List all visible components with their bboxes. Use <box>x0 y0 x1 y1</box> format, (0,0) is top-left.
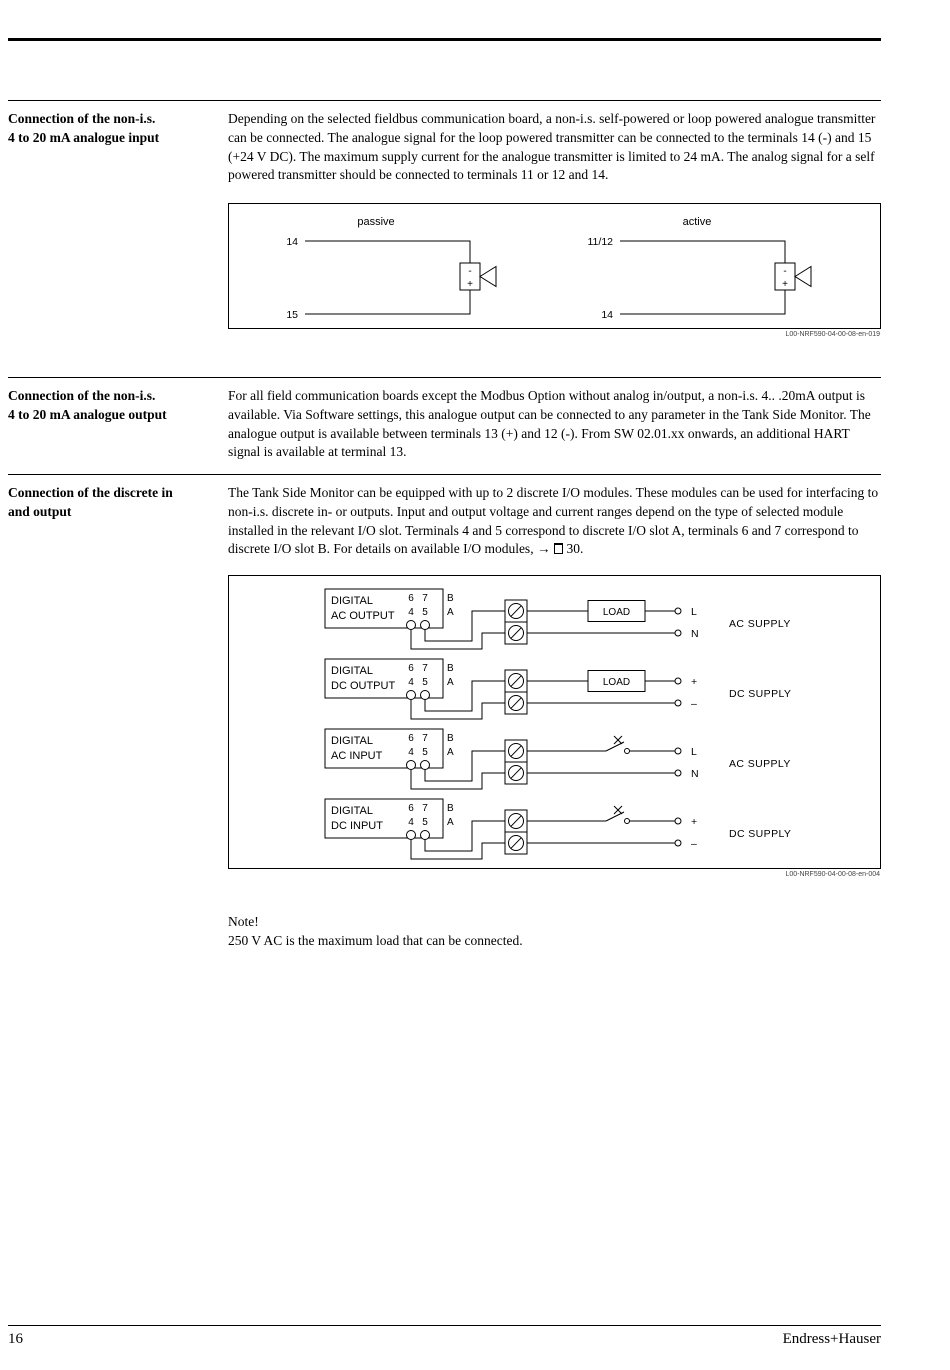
module-name: DIGITAL <box>331 805 373 817</box>
page-reference-icon <box>554 543 563 554</box>
digital-dc-input-row <box>325 799 791 859</box>
module-name: DIGITAL <box>331 595 373 607</box>
terminal-number: 5 <box>422 817 428 828</box>
load-label: LOAD <box>602 677 631 688</box>
terminal-number: 7 <box>422 593 428 604</box>
supply-pole: + <box>691 816 698 828</box>
terminal-number: 7 <box>422 663 428 674</box>
slot-label: A <box>447 817 454 828</box>
supply-name: AC SUPPLY <box>729 758 791 770</box>
module-terminal <box>421 621 430 630</box>
transmitter-minus: - <box>468 266 472 277</box>
transmitter-plus: + <box>782 279 788 290</box>
section-divider <box>8 474 881 475</box>
section2-body: For all field communication boards except the Modbus Option without analog in/output, a non-i.s. 4.. .20mA output is available. Via Software settings, this analogue output can be connected to any parameter in the Tank Side Monitor. The analogue output is available between terminals 13 (+) and 12 (-). From SW 02.01.xx onwards, an additional HART signal is available at terminal 13. <box>228 388 871 460</box>
digital-ac-output-row <box>325 589 791 649</box>
section-divider <box>8 100 881 101</box>
terminal-number: 7 <box>422 733 428 744</box>
slot-label: B <box>447 593 454 604</box>
page-reference-number: 30. <box>566 541 584 557</box>
supply-terminal <box>675 608 681 614</box>
slot-label: B <box>447 803 454 814</box>
transmitter-horn-icon <box>795 267 811 287</box>
screw-terminal-block <box>505 810 527 854</box>
module-terminal <box>421 831 430 840</box>
terminal-number: 7 <box>422 803 428 814</box>
module-name: AC INPUT <box>331 750 383 762</box>
slot-label: B <box>447 733 454 744</box>
heading-line: and output <box>8 503 72 519</box>
active-transmitter-circuit <box>588 236 812 321</box>
switch-symbol <box>606 736 630 754</box>
terminal-number: 6 <box>408 733 414 744</box>
supply-terminal <box>675 678 681 684</box>
section2-heading <box>8 387 222 425</box>
supply-name: DC SUPPLY <box>729 688 792 700</box>
heading-line: Connection of the non-i.s. <box>8 388 156 403</box>
note-title: Note! <box>228 914 259 929</box>
module-terminal <box>407 761 416 770</box>
heading-line: Connection of the discrete in <box>8 485 173 500</box>
figure-caption: L00-NRF590-04-00-08-en-004 <box>785 871 880 878</box>
slot-label: B <box>447 663 454 674</box>
active-label: active <box>682 216 712 228</box>
wire <box>425 821 505 851</box>
passive-transmitter-circuit <box>286 236 496 321</box>
terminal-number: 4 <box>408 607 414 618</box>
slot-label: A <box>447 607 454 618</box>
heading-line: 4 to 20 mA analogue output <box>8 406 167 422</box>
terminal-number: 6 <box>408 803 414 814</box>
module-name: DIGITAL <box>331 665 373 677</box>
module-terminal <box>407 691 416 700</box>
slot-label: A <box>447 747 454 758</box>
slot-label: A <box>447 677 454 688</box>
terminal-number: 4 <box>408 747 414 758</box>
terminal-number: 4 <box>408 817 414 828</box>
wire <box>620 241 785 263</box>
terminal-number: 5 <box>422 677 428 688</box>
supply-pole: L <box>691 606 698 618</box>
supply-pole: + <box>691 676 698 688</box>
module-name: AC OUTPUT <box>331 610 395 622</box>
module-name: DIGITAL <box>331 735 373 747</box>
supply-pole: – <box>691 698 698 710</box>
screw-terminal-block <box>505 670 527 714</box>
wire <box>425 611 505 641</box>
supply-terminal <box>675 770 681 776</box>
discrete-io-diagram <box>228 575 881 869</box>
module-name: DC OUTPUT <box>331 680 396 692</box>
supply-pole: N <box>691 628 699 640</box>
terminal-label: 14 <box>286 236 298 248</box>
module-name: DC INPUT <box>331 820 383 832</box>
terminal-number: 6 <box>408 663 414 674</box>
module-terminal <box>407 621 416 630</box>
analogue-input-diagram <box>228 203 881 329</box>
module-terminal <box>421 761 430 770</box>
heading-line: Connection of the non-i.s. <box>8 111 156 126</box>
screw-terminal-block <box>505 740 527 784</box>
switch-symbol <box>606 806 630 824</box>
terminal-label: 15 <box>286 309 298 321</box>
heading-line: 4 to 20 mA analogue input <box>8 129 160 145</box>
supply-terminal <box>675 840 681 846</box>
page-number: 16 <box>8 1331 23 1347</box>
transmitter-plus: + <box>467 279 473 290</box>
wire <box>305 290 470 314</box>
wire <box>620 290 785 314</box>
note-block <box>228 913 881 951</box>
footer-rule <box>8 1325 881 1326</box>
passive-label: passive <box>357 216 395 228</box>
terminal-number: 4 <box>408 677 414 688</box>
brand-name: Endress+Hauser <box>782 1331 881 1347</box>
terminal-number: 6 <box>408 593 414 604</box>
terminal-number: 5 <box>422 607 428 618</box>
module-terminal <box>421 691 430 700</box>
section3-heading <box>8 484 222 522</box>
supply-terminal <box>675 700 681 706</box>
screw-terminal-block <box>505 600 527 644</box>
note-body: 250 V AC is the maximum load that can be connected. <box>228 932 523 948</box>
supply-pole: L <box>691 746 698 758</box>
terminal-number: 5 <box>422 747 428 758</box>
load-label: LOAD <box>602 607 631 618</box>
module-terminal <box>407 831 416 840</box>
terminal-label: 14 <box>601 309 613 321</box>
transmitter-horn-icon <box>480 267 496 287</box>
digital-ac-input-row <box>325 729 791 789</box>
section1-heading <box>8 110 222 148</box>
section-divider <box>8 377 881 378</box>
wire <box>305 241 470 263</box>
section1-body: Depending on the selected fieldbus communication board, a non-i.s. self-powered or loop powered analogue transmitter can be connected. The analogue signal for the loop powered transmitter can be connected to the terminals 14 (-) and 15 (+24 V DC). The maximum supply current for the analogue transmitter is limited to 24 mA. The analog signal for a self powered transmitter should be connected to terminals 11 or 12 and 14. <box>228 111 876 183</box>
supply-name: DC SUPPLY <box>729 828 792 840</box>
wire <box>425 751 505 781</box>
supply-pole: N <box>691 768 699 780</box>
transmitter-minus: - <box>783 266 787 277</box>
top-rule <box>8 38 881 41</box>
terminal-label: 11/12 <box>587 236 613 248</box>
wire <box>425 681 505 711</box>
supply-pole: – <box>691 838 698 850</box>
supply-terminal <box>675 748 681 754</box>
supply-terminal <box>675 818 681 824</box>
section3-body <box>228 484 881 559</box>
supply-terminal <box>675 630 681 636</box>
digital-dc-output-row <box>325 659 791 719</box>
supply-name: AC SUPPLY <box>729 618 791 630</box>
figure-caption: L00-NRF590-04-00-08-en-019 <box>785 331 880 338</box>
body-span: The Tank Side Monitor can be equipped with up to 2 discrete I/O modules. These modules can be used for interfacing to non-i.s. discrete in- or outputs. Input and output voltage and current ranges depend on the type of selected module installed in the relevant I/O slot. Terminals 4 and 5 correspond to discrete I/O slot A, terminals 6 and 7 correspond to discrete I/O slot B. For details on available I/O modules, → <box>228 485 879 557</box>
